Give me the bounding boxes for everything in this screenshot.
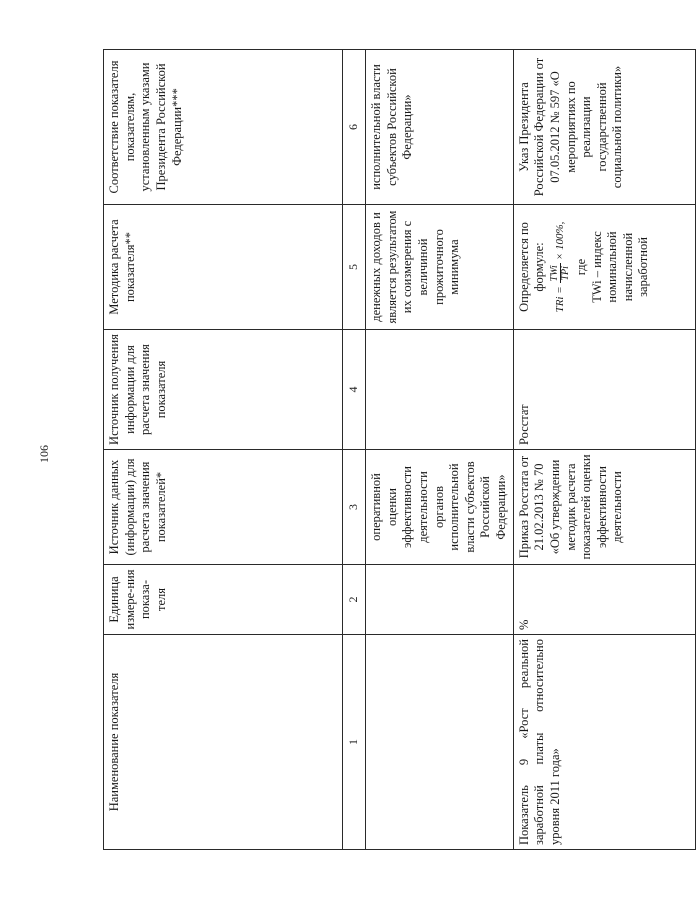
formula-numerator: TWi bbox=[548, 265, 560, 282]
formula-lhs: TRi = bbox=[554, 286, 566, 313]
header-indicator-name: Наименование показателя bbox=[104, 635, 343, 850]
header-unit: Единица измере-ния показа-теля bbox=[104, 565, 343, 635]
cell-continuation-data-source: оперативной оценки эффективности деятельности органов исполнительной власти субъектов Российской Федерации» bbox=[366, 450, 514, 565]
header-method: Методика расчета показателя** bbox=[104, 205, 343, 330]
page-number: 106 bbox=[37, 445, 51, 463]
header-info-source: Источник получения информации для расчета значения показателя bbox=[104, 330, 343, 450]
cell-empty bbox=[366, 565, 514, 635]
indicator-9-row bbox=[513, 50, 695, 850]
rotated-table-block bbox=[103, 50, 651, 850]
formula bbox=[550, 222, 572, 313]
method-text: TWi – индекс номинальной начисленной заработной bbox=[589, 231, 651, 303]
column-number: 2 bbox=[343, 565, 366, 635]
column-number: 3 bbox=[343, 450, 366, 565]
header-data-source: Источник данных (информации) для расчета значения показателей* bbox=[104, 450, 343, 565]
cell-continuation-decree: исполнительной власти субъектов Российской Федерации» bbox=[366, 50, 514, 205]
continuation-row bbox=[366, 50, 514, 850]
header-decree-match: Соответствие показателя показателям, установленным указами Президента Российской Федерации*** bbox=[104, 50, 343, 205]
header-row bbox=[104, 50, 343, 850]
cell-continuation-method: денежных доходов и является результатом их соизмерения с величиной прожиточного минимума bbox=[366, 205, 514, 330]
cell-indicator-9-decree: Указ Президента Российской Федерации от 07.05.2012 № 597 «О мероприятиях по реализации государственной социальной политики» bbox=[513, 50, 695, 205]
cell-indicator-9-name: Показатель 9 «Рост реальной заработной платы относительно уровня 2011 года» bbox=[513, 635, 695, 850]
indicator-table bbox=[103, 49, 696, 850]
method-intro: Определяется по формуле: bbox=[516, 222, 547, 312]
cell-indicator-9-info-source: Росстат bbox=[513, 330, 695, 450]
column-number: 1 bbox=[343, 635, 366, 850]
cell-empty bbox=[366, 635, 514, 850]
column-number: 6 bbox=[343, 50, 366, 205]
cell-indicator-9-method bbox=[513, 205, 695, 330]
cell-indicator-9-unit: % bbox=[513, 565, 695, 635]
cell-indicator-9-data-source: Приказ Росстата от 21.02.2013 № 70 «Об утверждении методик расчета показателей оценки эффективности деятельности bbox=[513, 450, 695, 565]
column-number: 4 bbox=[343, 330, 366, 450]
method-where: где bbox=[573, 258, 588, 276]
column-number: 5 bbox=[343, 205, 366, 330]
cell-empty bbox=[366, 330, 514, 450]
formula-denominator: TPi bbox=[560, 266, 572, 281]
formula-fraction bbox=[550, 263, 572, 283]
formula-rhs: × 100%, bbox=[554, 221, 566, 261]
column-number-row bbox=[343, 50, 366, 850]
